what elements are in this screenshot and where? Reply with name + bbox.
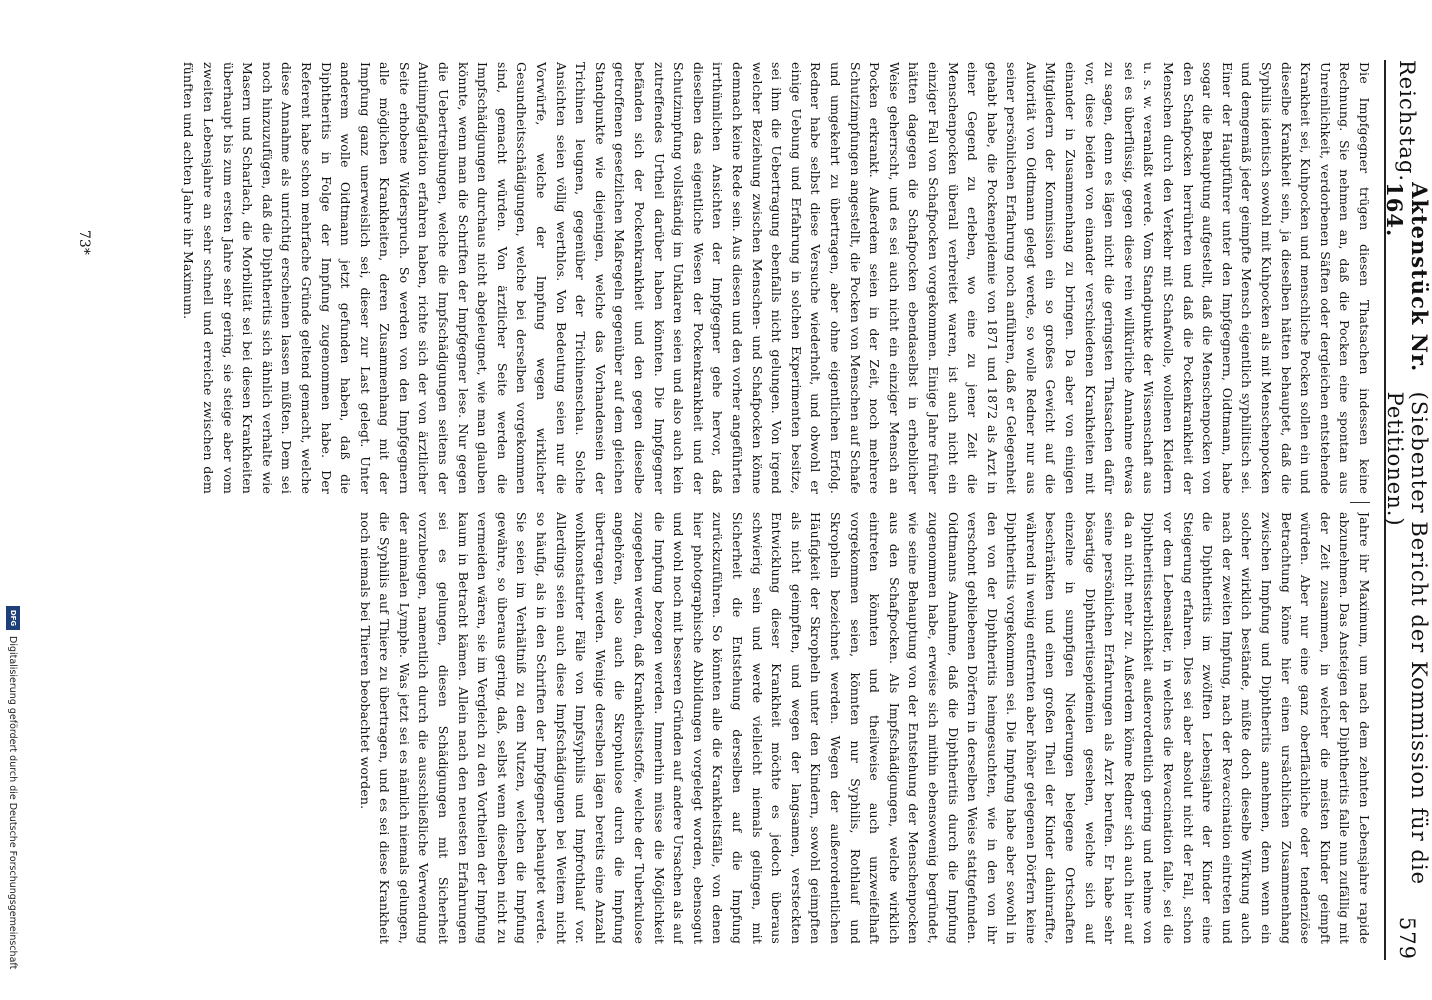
text-column-right: Jahre ihr Maximum, um nach dem zehnten Lebensjahre rapide abzunehmen. Das Ansteigen der Diphtheritis falle nun zufällig mit der Zeit zusammen, in welcher die meisten Kinder geimpft würden. Aber nur eine ganz oberflächliche oder tendenziöse Betrachtung könne hier einen ursächlichen Zusammenhang zwischen Impfung und Diphtheritis annehmen, denn wenn ein solcher wirklich bestände, müßte doch dieselbe Wirkung auch nach der zweiten Impfung, nach der Revaccination eintreten und die Diphtheritis im zwölften Lebensjahre der Kinder eine Steigerung erfahren. Dies sei aber absolut nicht der Fall, schon vor dem Lebensalter, in welches die Revaccination falle, sei die Diphtheritissterblichkeit außerordentlich gering und nehme von da an nicht mehr zu. Außerdem könne Redner sich auch hier auf seine persönlichen Erfahrungen als Arzt berufen. Er habe sehr bösartige Diphtheritisepidemien gesehen, welche sich auf einzelne in sumpfigen Niederungen belegene Ortschaften beschränkten und einen großen Theil der Kinder dahinraffte, während in wenig entfernten aber höher gelegenen Dörfern keine Diphtheritis vorgekommen sei. Die Impfung habe aber sowohl in den von der Diphtheritis heimgesuchten, wie in den von ihr verschont gebliebenen Dörfern in derselben Weise stattgefunden. Oidtmanns Annahme, daß die Diphtheritis durch die Impfung zugenommen habe, erweise sich mithin ebensowenig begründet, wie seine Behauptung von der Entstehung der Menschenpocken aus den Schafpocken. Als Impfschädigungen, welche wirklich eintreten könnten und theilweise auch unzweifelhaft vorgekommen seien, könnten nur Syphilis, Rothlauf und Skropheln bezeichnet werden. Wegen der außerordentlichen Häufigkeit der Skropheln unter den Kindern, sowohl geimpften als nicht geimpften, und wegen der langsamen, versteckten Entwicklung dieser Krankheit möchte es jedoch überaus schwierig sein und werde vielleicht niemals gelingen, mit Sicherheit die Entstehung derselben auf die Impfung zurückzuführen. So könnten alle die Krankheitsfälle, von denen hier photographische Abbildungen vorgelegt worden, ebensogut und wohl noch mit besseren Gründen auf andere Ursachen als auf die Impfung bezogen werden. Immerhin müsse die Möglichkeit zugegeben werden, daß Krankheitsstoffe, welche der Tuberkulose angehören, also auch die Skrophulose durch die Impfung übertragen werden. Wenige derselben lägen bereits eine Anzahl wohlkonstatirter Fälle von Impfsyphilis und Impfrothlauf vor. Allerdings seien auch diese Impfschädigungen bei Weitem nicht so häufig, als in den Schriften der Impfgegner behauptet werde. Sie seien im Verhältniß zu dem Nutzen, welchen die Impfung gewähre, so überaus gering, daß, selbst wenn dieselben nicht zu vermeiden wären, sie im Vergleich zu den Vortheilen der Impfung kaum in Betracht kämen. Allein nach den neuesten Erfahrungen sei es gelungen, diesen Schädigungen mit Sicherheit vorzubeugen, namentlich durch die ausschließliche Verwendung der animalen Lymphe. Was jetzt sei es nämlich niemals gelungen, die Syphilis auf Thiere zu übertragen, und es sei diese Krankheit noch niemals bei Thieren beobachtet worden. [357, 512, 1372, 944]
page-number: 579 [1395, 916, 1419, 960]
running-head-subtitle: (Siebenter Bericht der Kommission für die Petitionen.) [1383, 391, 1431, 885]
signature-mark: 73* [76, 230, 92, 255]
column-divider [1350, 502, 1370, 503]
running-head [1382, 60, 1432, 960]
text-column-left: Die Impfgegner trügen diesen Thatsachen indessen keine Rechnung. Sie nehmen an, daß die Pocken eine spontan aus Unreinlichkeit, verdorbenen Säften oder dergleichen entstehende Krankheit sei, Kuhpocken und menschliche Pocken sollen ein und dieselbe Krankheit sein, ja dieselben hätten behauptet, daß die Syphilis identisch sowohl mit Kuhpocken als mit Menschenpocken und demgemäß jeder geimpfte Mensch eigentlich syphilitisch sei. Einer der Hauptführer unter den Impfgegnern, Oidtmann, habe sogar die Behauptung aufgestellt, daß die Menschenpocken von den Schafpocken herrührten und daß die Pockenkrankheit der Menschen durch den Verkehr mit Schafwolle, wollenen Kleidern u. s. w. veranlaßt werde. Vom Standpunkte der Wissenschaft aus sei es überflüssig, gegen diese rein willkürliche Annahme etwas zu sagen, denn es lägen nicht die geringsten Thatsachen dafür vor, diese beiden von einander verschiedenen Krankheiten mit einander in Zusammenhang zu bringen. Da aber von einigen Mitgliedern der Kommission ein so großes Gewicht auf die Autorität von Oidtmann gelegt werde, so wolle Redner nur aus seiner persönlichen Erfahrung noch anführen, daß er Gelegenheit gehabt habe, die Pockenepidemie von 1871 und 1872 als Arzt in einer Gegend zu erleben, wo eine zu jener Zeit die Menschenpocken überall verbreitet waren, ist auch nicht ein einziger Fall von Schafpocken vorgekommen. Einige Jahre früher hätten dagegen die Schafpocken ebendaselbst in erheblicher Weise geherrscht, und es sei auch nicht ein einziger Mensch an Pocken erkrankt. Außerdem seien in der Zeit, noch mehrere Schutzimpfungen angestellt, die Pocken von Menschen auf Schafe und umgekehrt zu übertragen, aber ohne eigentlichen Erfolg. Redner habe selbst diese Versuche wiederholt, und obwohl er einige Uebung und Erfahrung in solchen Experimenten besitze, sei ihm die Uebertragung ebenfalls nicht gelungen. Von irgend welcher Beziehung zwischen Menschen- und Schafpocken könne demnach keine Rede sein. Aus diesen und den vorher angeführten irrthümlichen Ansichten der Impfgegner gehe hervor, daß dieselben das eigentliche Wesen der Pockenkrankheit und der Schutzimpfung vollständig im Unklaren seien und also auch kein zutreffendes Urtheil darüber haben könnten. Die Impfgegner befänden sich der Pockenkrankheit und den gegen dieselbe getroffenen gesetzlichen Maßregeln gegenüber auf dem gleichen Standpunkte wie diejenigen, welche das Vorhandensein der Trichinen leugnen, gegenüber der Trichinenschau. Solche Ansichten seien völlig werthlos. Von Bedeutung seien nur die Vorwürfe, welche der Impfung wegen wirklicher Gesundheitsschädigungen, welche bei derselben vorgekommen sind, gemacht würden. Von ärztlicher Seite werden die Impfschädigungen durchaus nicht abgeleugnet, wie man glauben könnte, wenn man die Schriften der Impfgegner lese. Nur gegen die Uebertreibungen, welche die Impfschädigungen seitens der Antiimpfagitation erfahren haben, richte sich der von ärztlicher Seite erhobene Widerspruch. So werden von den Impfgegnern alle möglichen Krankheiten, deren Zusammenhang mit der Impfung ganz unerweislich sei, dieser zur Last gelegt. Unter anderem wolle Oidtmann jetzt gefunden haben, daß die Diphtheritis in Folge der Impfung zugenommen habe. Der Referent habe schon mehrfache Gründe geltend gemacht, welche diese Annahme als unrichtig erscheinen lassen müßten. Dem sei noch hinzuzufügen, daß die Diphtheritis sich ähnlich verhalte wie Masern und Scharlach, die Morbilität sei bei diesen Krankheiten überhaupt bis zum ersten Jahre sehr gering, sie steige aber vom zweiten Lebensjahre an sehr schnell und erreiche zwischen dem fünften und achten Jahre ihr Maximum. [181, 62, 1372, 494]
page-title: Aktenstück Nr. 164. [1382, 182, 1432, 373]
dfg-logo-icon [6, 606, 20, 630]
dfg-logo-text: DFG [9, 609, 18, 627]
footer-credit [6, 606, 20, 969]
running-head-left: Reichstag. [1395, 60, 1419, 183]
footer-credit-text: Digitalisierung gefördert durch die Deutsche Forschungsgemeinschaft [7, 636, 19, 970]
